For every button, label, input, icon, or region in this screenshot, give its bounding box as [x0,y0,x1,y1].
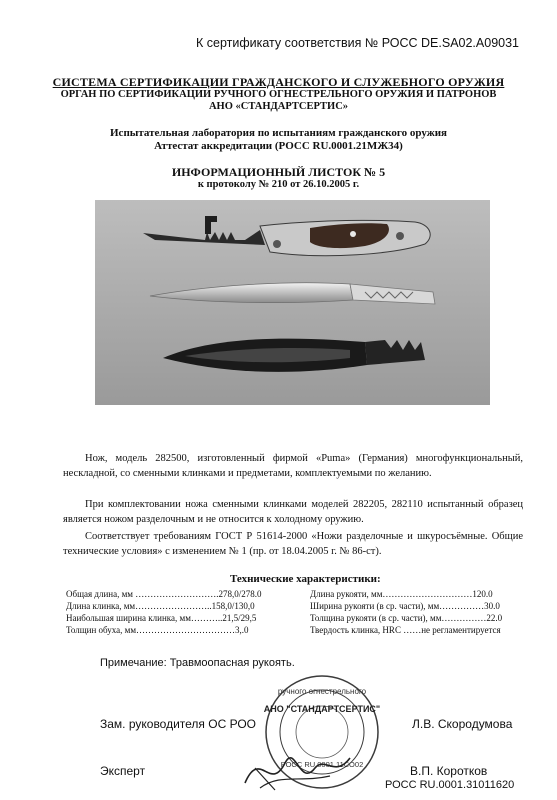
laboratory-name: Испытательная лаборатория по испытаниям гражданского оружия [110,127,447,139]
stamp-org-text: АНО "СТАНДАРТСЕРТИС" [263,704,381,714]
deputy-head-role: Зам. руководителя ОС РОО [100,717,257,731]
handwritten-signature [240,738,360,798]
spec-blade-length: Длина клинка, мм……………………..158,0/130,0 [66,601,255,611]
system-title: СИСТЕМА СЕРТИФИКАЦИИ ГРАЖДАНСКОГО И СЛУЖЕБНОГО ОРУЖИЯ [52,75,505,89]
accreditation-line: Аттестат аккредитации (РОСС RU.0001.21МЖ34) [154,140,403,152]
organization-name: АНО «СТАНДАРТСЕРТИС» [208,101,349,112]
note-line: Примечание: Травмоопасная рукоять. [100,657,295,669]
expert-registration: РОСС RU.0001.31011620 [385,779,515,791]
spec-blade-width: Наибольшая ширина клинка, мм………..21,5/29,5 [66,613,257,623]
expert-role: Эксперт [100,764,146,778]
spec-handle-length: Длина рукояти, мм…………………………120.0 [310,589,493,599]
classification-paragraph: При комплектовании ножа сменными клинками моделей 282205, 282110 испытанный образец является ножом разделочным и не относится к холодному оружию. [63,499,523,525]
knife-illustration [95,200,490,405]
stamp-bottom-text: РОСС RU.0001.11СО02 [280,760,364,769]
protocol-line: к протоколу № 210 от 26.10.2005 г. [197,179,360,190]
info-sheet-title: ИНФОРМАЦИОННЫЙ ЛИСТОК № 5 [171,165,386,179]
description-paragraph: Нож, модель 282500, изготовленный фирмой «Puma» (Германия) многофункциональный, нескладной, со сменными клинками и предметами, комплектуемыми по желанию. [63,453,523,479]
deputy-head-name: Л.В. Скородумова [412,717,513,731]
spec-handle-width: Ширина рукояти (в ср. части), мм……………30.0 [310,601,500,611]
expert-name: В.П. Коротков [410,764,488,778]
stamp-top-text: ручного огнестрельного [277,687,367,696]
knife-photo [95,200,490,405]
specs-title: Технические характеристики: [230,573,381,585]
spec-spine-thickness: Толщин обуха, мм……………………………3,.0 [66,625,249,635]
organ-name: ОРГАН ПО СЕРТИФИКАЦИИ РУЧНОГО ОГНЕСТРЕЛЬНОГО ОРУЖИЯ И ПАТРОНОВ [60,89,497,100]
spec-total-length: Общая длина, мм ……………………….278,0/278.0 [66,589,262,599]
standard-compliance-paragraph: Соответствует требованиям ГОСТ Р 51614-2000 «Ножи разделочные и шкуросъёмные. Общие технические условия» с изменением № 1 (пр. от 18.04.2005 г. № 86-ст). [63,531,523,557]
certificate-reference: К сертификату соответствия № РОСС DE.SA02.A09031 [196,36,520,50]
spec-blade-hardness: Твердость клинка, HRC ……не регламентируется [310,625,501,635]
spec-handle-thickness: Толщина рукояти (в ср. части), мм……………22.0 [310,613,503,623]
